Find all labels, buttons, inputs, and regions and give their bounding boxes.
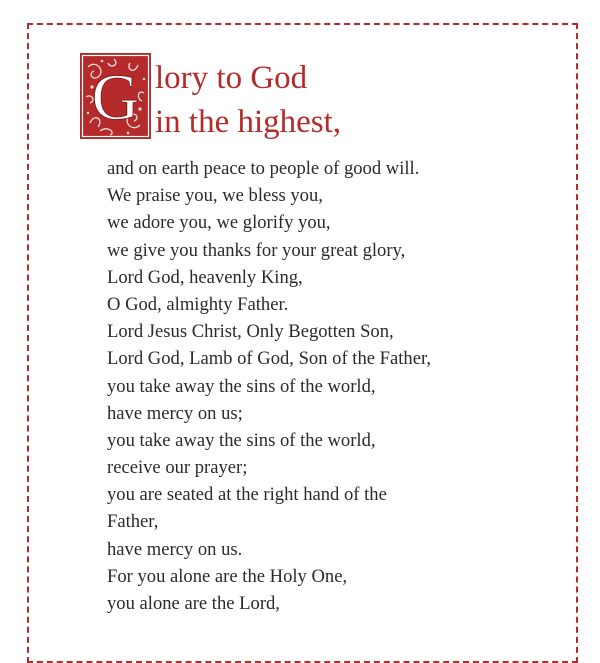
prayer-line: you take away the sins of the world, [107, 429, 376, 451]
prayer-line: O God, almighty Father. [107, 293, 289, 315]
prayer-line: we adore you, we glorify you, [107, 212, 331, 234]
prayer-line: Lord Jesus Christ, Only Begotten Son, [107, 321, 394, 343]
prayer-line: Lord God, heavenly King, [107, 266, 303, 288]
prayer-line: Father, [107, 511, 159, 533]
prayer-line: you take away the sins of the world, [107, 375, 376, 397]
prayer-line: have mercy on us; [107, 402, 243, 424]
prayer-line: and on earth peace to people of good will. [107, 158, 420, 179]
prayer-line: We praise you, we bless you, [107, 185, 323, 207]
prayer-line: you are seated at the right hand of the [107, 484, 387, 506]
title-line-2: in the highest, [155, 104, 342, 140]
prayer-line: you alone are the Lord, [107, 593, 280, 614]
prayer-line: we give you thanks for your great glory, [107, 239, 406, 261]
prayer-line: For you alone are the Holy One, [107, 565, 348, 587]
prayer-text [107, 155, 567, 617]
title-line-1: lory to God [155, 60, 308, 96]
initial-letter: G [91, 61, 140, 134]
illuminated-initial-g [80, 53, 151, 139]
prayer-line: have mercy on us. [107, 538, 243, 560]
prayer-line: receive our prayer; [107, 457, 248, 479]
prayer-line: Lord God, Lamb of God, Son of the Father, [107, 348, 432, 370]
